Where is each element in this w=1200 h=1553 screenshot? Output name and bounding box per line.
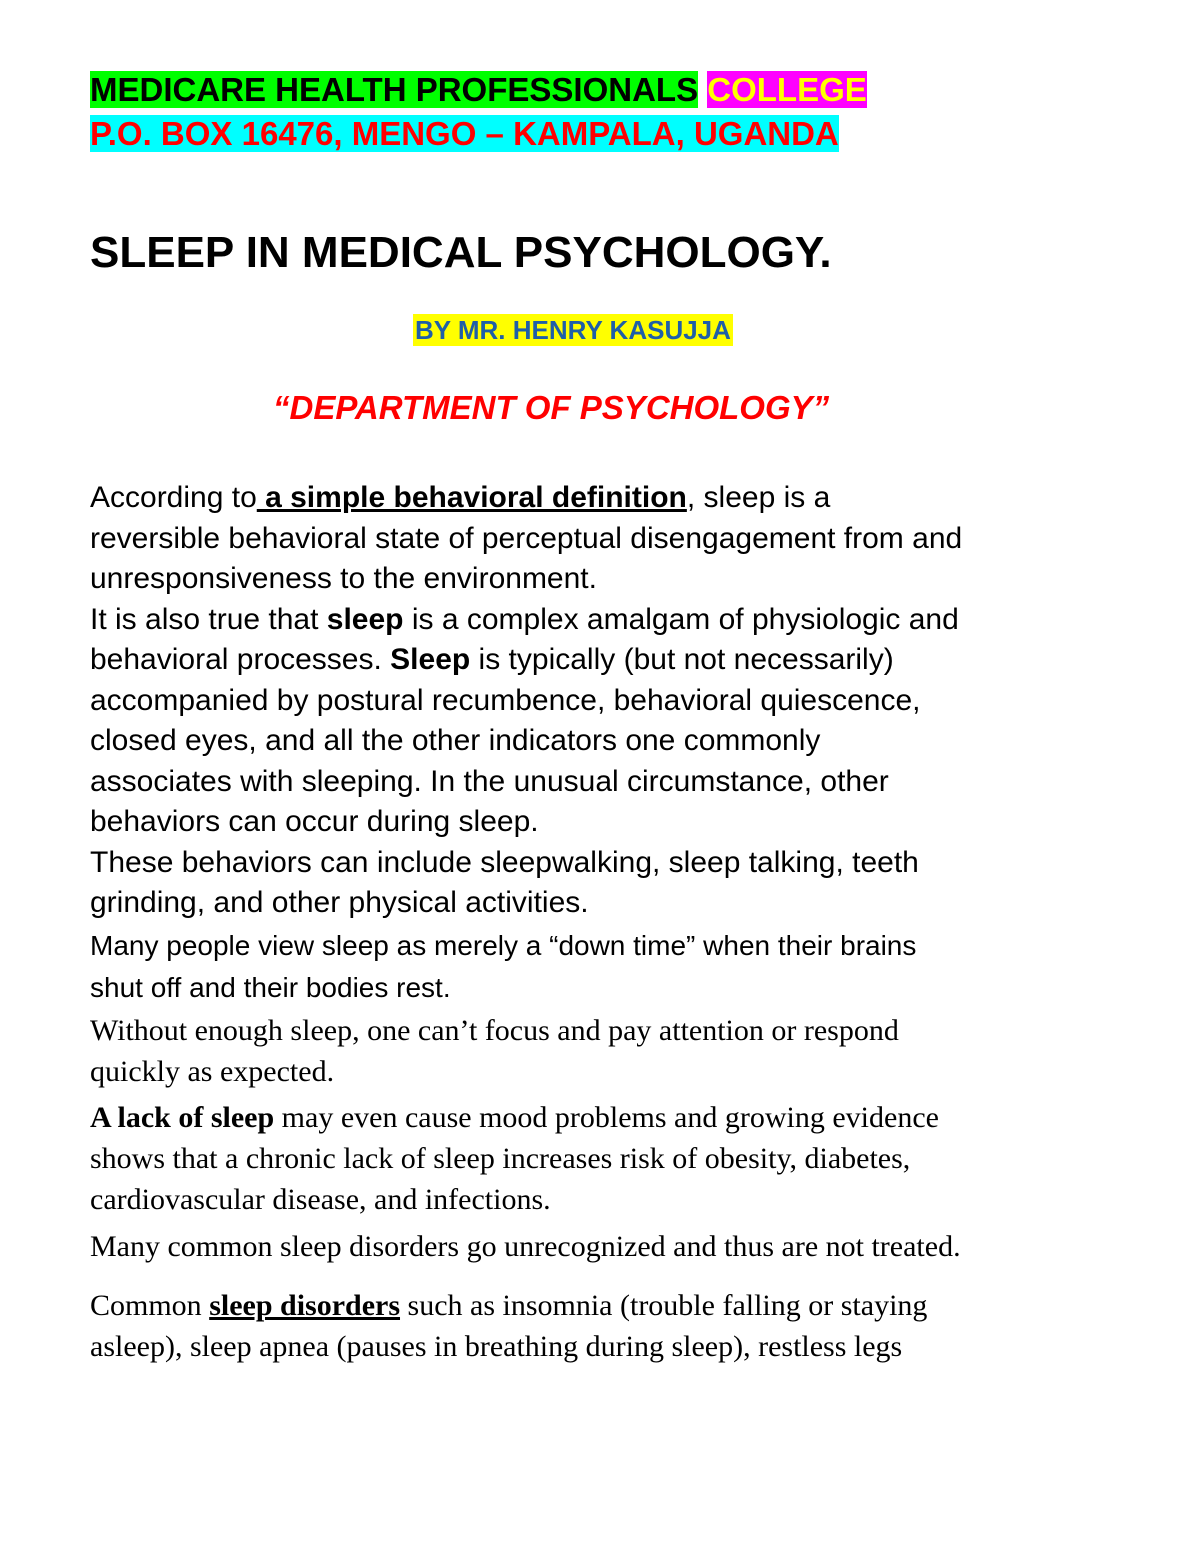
text-run: It is also true that	[90, 603, 327, 636]
paragraph-line: shut off and their bodies rest.	[90, 972, 451, 1003]
paragraph-line: Many people view sleep as merely a “down time” when their brains	[90, 930, 917, 961]
paragraph-line: associates with sleeping. In the unusual circumstance, other	[90, 765, 889, 798]
paragraph-line	[90, 600, 959, 641]
text-run: may even cause mood problems and growing evidence	[274, 1101, 939, 1134]
paragraph-line	[90, 1097, 939, 1138]
paragraph-line: These behaviors can include sleepwalking, sleep talking, teeth	[90, 846, 919, 879]
paragraph-line	[90, 478, 830, 519]
paragraph-line: unresponsiveness to the environment.	[90, 562, 597, 595]
key-term: a simple behavioral definition	[256, 481, 687, 514]
paragraph-line: accompanied by postural recumbence, behavioral quiescence,	[90, 684, 921, 717]
paragraph-line: closed eyes, and all the other indicators one commonly	[90, 724, 821, 757]
paragraph-line	[90, 640, 894, 681]
paragraph-line	[90, 1285, 927, 1326]
paragraph-line: behaviors can occur during sleep.	[90, 805, 539, 838]
text-run: Common	[90, 1289, 210, 1322]
paragraph-line: quickly as expected.	[90, 1055, 335, 1088]
bold-term: sleep	[326, 603, 404, 636]
bold-term: A lack of sleep	[90, 1101, 275, 1134]
text-run: such as insomnia (trouble falling or staying	[400, 1289, 928, 1322]
paragraph-line: grinding, and other physical activities.	[90, 886, 589, 919]
college-word: COLLEGE	[707, 71, 867, 108]
paragraph-line: asleep), sleep apnea (pauses in breathing during sleep), restless legs	[90, 1330, 903, 1363]
paragraph-line: reversible behavioral state of perceptual disengagement from and	[90, 522, 963, 555]
text-run: is a complex amalgam of physiologic and	[403, 603, 959, 636]
paragraph-line: cardiovascular disease, and infections.	[90, 1183, 551, 1216]
text-run: , sleep is a	[686, 481, 831, 514]
address-line	[90, 114, 839, 154]
paragraph-line: Many common sleep disorders go unrecognized and thus are not treated.	[90, 1230, 961, 1263]
text-run: is typically (but not necessarily)	[470, 643, 894, 676]
key-term: sleep disorders	[209, 1289, 401, 1322]
paragraph-line: Without enough sleep, one can’t focus and pay attention or respond	[90, 1014, 899, 1047]
bold-term: Sleep	[390, 643, 471, 676]
college-address: P.O. BOX 16476, MENGO – KAMPALA, UGANDA	[90, 115, 839, 152]
paragraph-line: shows that a chronic lack of sleep increases risk of obesity, diabetes,	[90, 1142, 911, 1175]
page-title: SLEEP IN MEDICAL PSYCHOLOGY.	[90, 228, 832, 277]
author-byline: BY MR. HENRY KASUJJA	[415, 315, 731, 345]
text-run: behavioral processes.	[90, 643, 391, 676]
college-name: MEDICARE HEALTH PROFESSIONALS	[90, 71, 699, 108]
text-run: According to	[90, 481, 257, 514]
department-heading: “DEPARTMENT OF PSYCHOLOGY”	[273, 389, 830, 426]
college-header	[90, 70, 867, 110]
